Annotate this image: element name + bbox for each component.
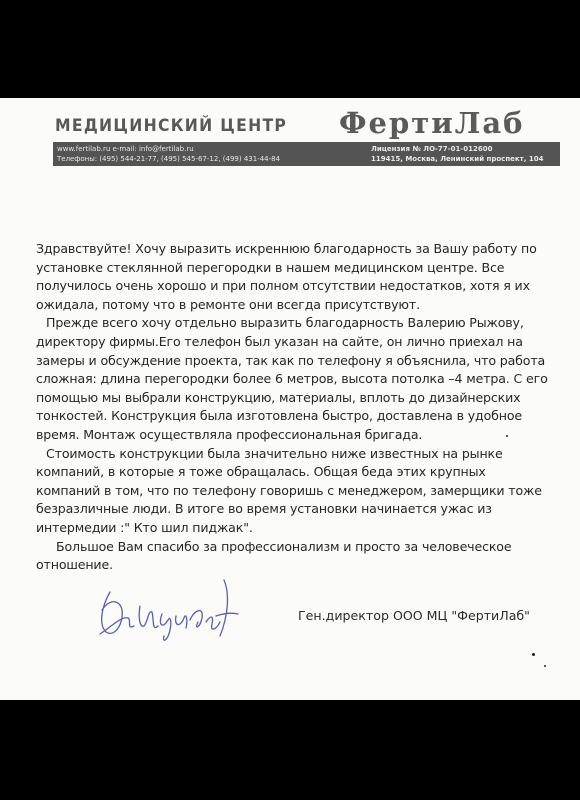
- letterhead-address: 119415, Москва, Ленинский проспект, 104: [371, 155, 544, 163]
- letterhead-phones: Телефоны: (495) 544-21-77, (495) 545-67-12, (499) 431-44-84: [57, 155, 281, 163]
- letter-paragraph-greeting: Здравствуйте! Хочу выразить искреннюю благодарность за Вашу работу по установке стеклянной перегородки в нашем медицинском центре. Все получилось очень хорошо и при полном отсутствии недостатков, хотя я их ожидала, потому что в ремонте они всегда присутствуют.: [36, 241, 537, 312]
- signer-title: Ген.директор ООО МЦ "ФертиЛаб": [298, 608, 530, 623]
- letter-paragraph-thanks: Большое Вам спасибо за профессионализм и просто за человеческое отношение.: [36, 538, 512, 573]
- handwritten-signature: [92, 576, 252, 646]
- scan-speck: [506, 435, 508, 437]
- letterhead-website-email: www.fertilab.ru e-mail: info@fertilab.ru: [57, 145, 194, 153]
- letterhead-center-label: МЕДИЦИНСКИЙ ЦЕНТР: [55, 116, 288, 136]
- letterhead-license: Лицензия № ЛО-77-01-012600: [371, 145, 493, 153]
- letterhead-brand: ФертиЛаб: [339, 106, 525, 140]
- letterhead-contact-band: [53, 142, 560, 166]
- letter-page: [0, 98, 580, 700]
- scan-speck: [532, 653, 535, 656]
- letter-paragraph-director: Прежде всего хочу отдельно выразить благодарность Валерию Рыжову, директору фирмы.Его телефон был указан на сайте, он лично приехал на замеры и обсуждение проекта, так как по телефону я объяснила, что работа сложная: длина перегородки более 6 метров, высота потолка –4 метра. С его помощью мы выбрали конструкцию, материалы, вплоть до дизайнерских тонкостей. Конструкция была изготовлена быстро, доставлена в удобное время. Монтаж осуществляла профессиональная бригада.: [36, 315, 548, 442]
- scan-speck: [544, 665, 546, 667]
- letterhead: [53, 106, 573, 166]
- letter-body: [36, 240, 548, 575]
- letter-paragraph-cost: Стоимость конструкции была значительно ниже известных на рынке компаний, в которые я тоже обращалась. Общая беда этих крупных компаний в том, что по телефону говоришь с менеджером, замерщики тоже безразличные люди. В итоге во время установки начинается ужас из интермедии :" Кто шил пиджак".: [36, 445, 542, 535]
